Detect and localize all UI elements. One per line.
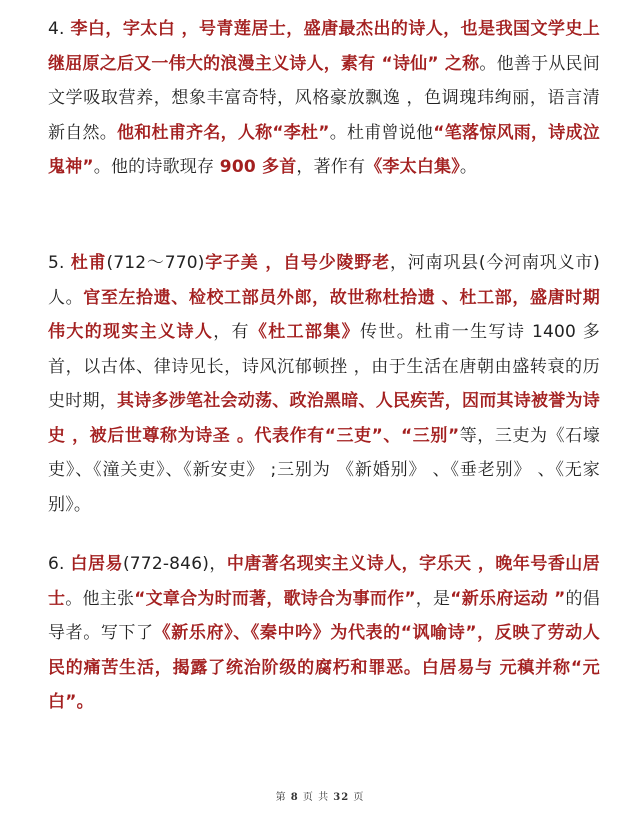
highlighted-text: 字子美 ，自号少陵野老 xyxy=(204,253,390,273)
body-text: ，是 xyxy=(415,588,451,609)
body-text: (712～770) xyxy=(106,253,205,273)
body-text: 传世。杜甫一生写诗 1400 多首，以古体、律诗见长，诗风沉郁顿挫 ，由于生活在唐朝由盛转衰的历史时期， xyxy=(48,322,600,411)
body-text: 。杜甫曾说他 xyxy=(329,122,434,143)
footer-suffix: 页 xyxy=(353,792,365,803)
section-bai-juyi xyxy=(48,547,600,720)
highlighted-text: 他和杜甫齐名，人称“李杜” xyxy=(117,122,330,143)
highlighted-text: “文章合为时而著，歌诗合为事而作” xyxy=(134,588,416,609)
body-text: 。他主张 xyxy=(65,588,135,609)
section-li-bai xyxy=(48,12,600,185)
footer-prefix: 第 xyxy=(275,792,287,803)
body-text: 6. xyxy=(48,554,71,574)
body-text: 等，三吏为《石壕吏》、《潼关吏》、《新安吏》 ;三别为 《新婚别》 、《垂老别》 、《无家别》。 xyxy=(48,425,600,515)
body-text: (772-846)， xyxy=(122,554,227,574)
highlighted-text: 官至左拾遗、检校工部员外郎，故世称杜拾遗 、杜工部，盛唐时期伟大的现实主义诗人 xyxy=(48,287,600,342)
body-text: ，河南巩县(今河南巩义市)人。 xyxy=(48,253,600,308)
footer-current-page: 8 xyxy=(290,792,299,803)
highlighted-text: “新乐府运动 ” xyxy=(450,588,566,609)
body-text: 5. xyxy=(48,253,71,273)
highlighted-text: 《李太白集》 xyxy=(365,157,460,177)
highlighted-text: 中唐著名现实主义诗人，字乐天 ，晚年号香山居士 xyxy=(48,554,600,609)
body-text: ，有 xyxy=(213,322,250,342)
highlighted-text: 900 多首 xyxy=(219,157,297,177)
body-text: 4. xyxy=(48,19,71,39)
highlighted-text: 其诗多涉笔社会动荡、政治黑暗、人民疾苦，因而其诗被誉为诗史 ，被后世尊称为诗圣 。代表作有“三吏”、“三别” xyxy=(48,391,600,446)
highlighted-text: 杜甫 xyxy=(70,253,107,273)
body-text: 。他的诗歌现存 xyxy=(93,157,220,177)
section-du-fu xyxy=(48,246,600,522)
footer-total-pages: 32 xyxy=(333,792,350,803)
page-footer xyxy=(0,788,640,803)
highlighted-text: 《杜工部集》 xyxy=(249,322,361,342)
highlighted-text: “笔落惊风雨，诗成泣鬼神” xyxy=(48,122,600,177)
highlighted-text: 《新乐府》、《秦中吟》为代表的“讽喻诗”，反映了劳动人民的痛苦生活，揭露了统治阶级的腐朽和罪恶。白居易与 元稹并称“元白”。 xyxy=(48,623,601,712)
body-text: 。 xyxy=(459,157,478,177)
highlighted-text: 白居易 xyxy=(70,554,123,574)
body-text: ，著作有 xyxy=(296,157,366,177)
body-text: 的倡导者。写下了 xyxy=(48,588,600,643)
footer-middle: 页 共 xyxy=(302,792,330,803)
highlighted-text: 李白，字太白 ，号青莲居士，盛唐最杰出的诗人，也是我国文学史上继屈原之后又一伟大的浪漫主义诗人，素有 “诗仙” 之称 xyxy=(48,19,600,74)
body-text: 。他善于从民间文学吸取营养，想象丰富奇特，风格豪放飘逸 ，色调瑰玮绚丽，语言清新自然。 xyxy=(48,53,600,143)
